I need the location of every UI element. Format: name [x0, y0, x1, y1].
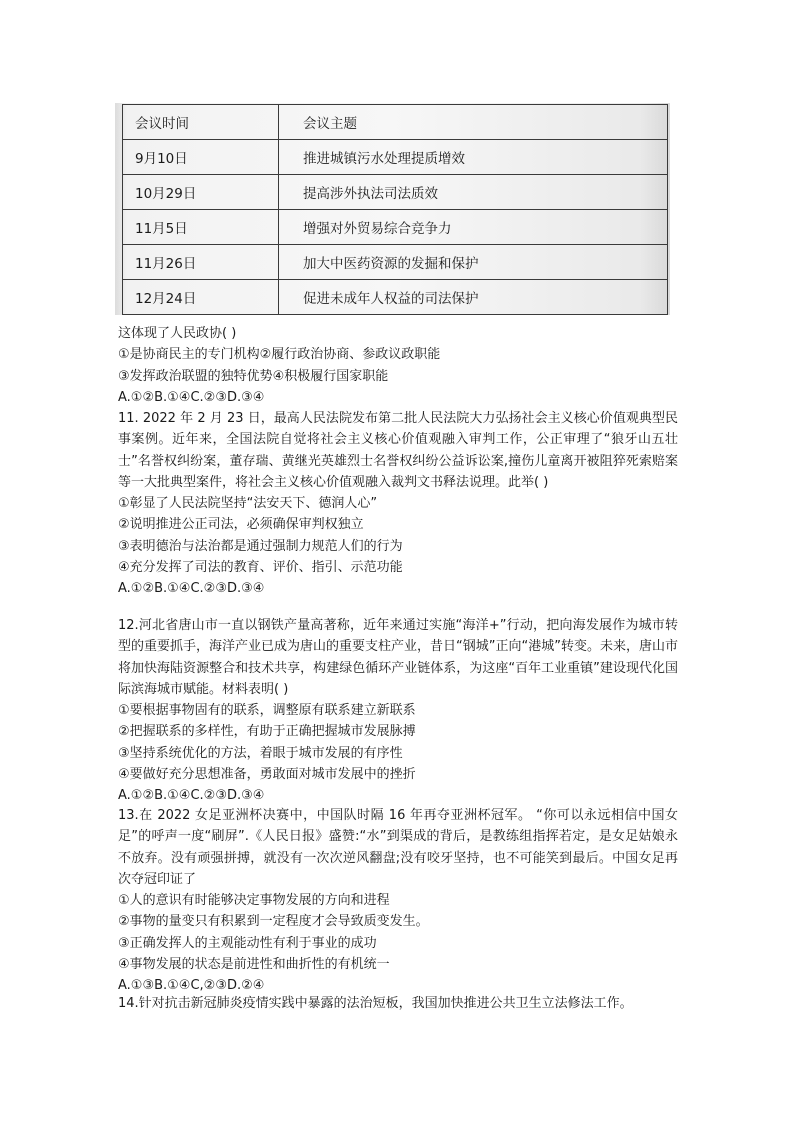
header-topic: 会议主题 [279, 105, 668, 140]
cell-topic: 促进未成年人权益的司法保护 [279, 280, 668, 315]
option-3: ③表明德治与法治都是通过强制力规范人们的行为 [118, 538, 403, 554]
table-row [123, 175, 668, 210]
meeting-table [122, 104, 668, 315]
cell-topic: 推进城镇污水处理提质增效 [279, 140, 668, 175]
option-4: ④要做好充分思想准备，勇敢面对城市发展中的挫折 [118, 767, 416, 783]
question-12 [118, 615, 678, 807]
question-10 [118, 323, 678, 408]
option-4: ④充分发挥了司法的教育、评价、指引、示范功能 [118, 560, 403, 576]
table-row [123, 210, 668, 245]
question-stem: 11. 2022 年 2 月 23 日，最高人民法院发布第二批人民法院大力弘扬社会主义核心价值观典型民事案例。近年来，全国法院自觉将社会主义核心价值观融入审判工作，公正审理了“狼牙山五壮士”名誉权纠纷案，董存瑞、黄继光英雄烈士名誉权纠纷公益诉讼案,撞伤儿童离开被阻猝死索赔案等一大批典型案件，将社会主义核心价值观融入裁判文书释法说理。此举( ) [118, 411, 678, 490]
answer-choices: A.①②B.①④C.②③D.③④ [118, 788, 265, 804]
option-2: ②说明推进公正司法，必须确保审判权独立 [118, 517, 364, 533]
cell-topic: 提高涉外执法司法质效 [279, 175, 668, 210]
answer-choices: A.①②B.①④C.②③D.③④ [118, 389, 265, 405]
option-1: ①要根据事物固有的联系，调整原有联系建立新联系 [118, 703, 416, 719]
option-2: ②事物的量变只有积累到一定程度才会导致质变发生。 [118, 914, 429, 930]
table-row [123, 140, 668, 175]
cell-topic: 增强对外贸易综合竞争力 [279, 210, 668, 245]
option-line: ①是协商民主的专门机构②履行政治协商、参政议政职能 [118, 347, 441, 363]
cell-topic: 加大中医药资源的发掘和保护 [279, 245, 668, 280]
question-14 [118, 993, 678, 1014]
option-line: ③发挥政治联盟的独特优势④积极履行国家职能 [118, 368, 389, 384]
question-stem: 这体现了人民政协( ) [118, 326, 237, 341]
cell-date: 12月24日 [123, 280, 279, 315]
option-1: ①彰显了人民法院坚持“法安天下、德润人心” [118, 496, 378, 512]
cell-date: 10月29日 [123, 175, 279, 210]
question-13 [118, 805, 678, 997]
question-stem: 13.在 2022 女足亚洲杯决赛中，中国队时隔 16 年再夺亚洲杯冠军。 “你可以永远相信中国女足”的呼声一度“刷屏”.《人民日报》盛赞:“水”到渠成的背后，是教练组指挥若定，是女足姑娘永不放弃。没有顽强拼搏，就没有一次次逆风翻盘;没有咬牙坚持，也不可能笑到最后。中国女足再次夺冠印证了 [118, 808, 678, 887]
option-4: ④事物发展的状态是前进性和曲折性的有机统一 [118, 957, 390, 973]
cell-date: 11月5日 [123, 210, 279, 245]
option-3: ③坚持系统优化的方法，着眼于城市发展的有序性 [118, 745, 403, 761]
cell-date: 11月26日 [123, 245, 279, 280]
answer-choices: A.①②B.①④C.②③D.③④ [118, 581, 265, 597]
table-header-row [123, 105, 668, 140]
question-stem: 14.针对抗击新冠肺炎疫情实践中暴露的法治短板，我国加快推进公共卫生立法修法工作。 [118, 996, 633, 1011]
option-2: ②把握联系的多样性，有助于正确把握城市发展脉搏 [118, 724, 416, 740]
cell-date: 9月10日 [123, 140, 279, 175]
table-row [123, 280, 668, 315]
header-time: 会议时间 [123, 105, 279, 140]
question-stem: 12.河北省唐山市一直以钢铁产量高著称，近年来通过实施“海洋+”行动，把向海发展作为城市转型的重要抓手，海洋产业已成为唐山的重要支柱产业，昔日“钢城”正向“港城”转变。未来，唐山市将加快海陆资源整合和技术共享，构建绿色循环产业链体系，为这座“百年工业重镇”建设现代化国际滨海城市赋能。材料表明( ) [118, 618, 678, 697]
option-3: ③正确发挥人的主观能动性有利于事业的成功 [118, 935, 377, 951]
answer-choices: A.①③B.①④C,②③D.②④ [118, 978, 265, 994]
table-row [123, 245, 668, 280]
question-11 [118, 408, 678, 600]
option-1: ①人的意识有时能够决定事物发展的方向和进程 [118, 893, 390, 909]
